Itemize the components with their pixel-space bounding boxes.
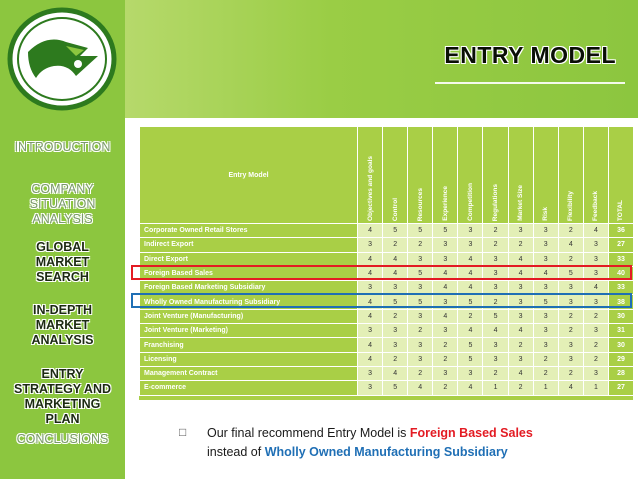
score-cell: 3 [533,252,558,266]
nav-label: COMPANY SITUATION ANALYSIS [29,182,96,226]
row-label: Management Contract [140,366,358,380]
score-cell: 2 [483,238,508,252]
score-cell: 3 [458,224,483,238]
score-cell: 4 [558,381,583,395]
score-cell: 2 [483,295,508,309]
score-cell: 2 [558,252,583,266]
score-cell: 5 [458,352,483,366]
score-cell: 2 [458,309,483,323]
score-cell: 3 [508,295,533,309]
score-cell: 4 [358,309,383,323]
winged-arrow-logo-icon [6,6,118,112]
score-cell: 4 [483,324,508,338]
score-cell: 3 [358,324,383,338]
scoring-table [139,126,634,396]
score-cell: 2 [483,224,508,238]
score-cell: 1 [533,381,558,395]
score-cell: 4 [358,224,383,238]
table-row [140,324,634,338]
column-header-label: Market Size [517,185,525,221]
score-cell: 2 [583,309,608,323]
column-header [508,127,533,224]
checkbox-bullet-icon: □ [179,425,187,439]
score-cell: 3 [458,238,483,252]
score-cell: 5 [383,381,408,395]
column-header [608,127,633,224]
column-header-label: Experience [441,186,449,221]
row-label: Direct Export [140,252,358,266]
column-header [383,127,408,224]
score-cell: 3 [508,224,533,238]
score-cell: 5 [408,266,433,280]
score-cell: 5 [533,295,558,309]
score-cell: 2 [533,352,558,366]
column-header-label: Flexibility [567,191,575,221]
score-cell: 5 [408,224,433,238]
logo-panel [0,0,125,118]
score-cell: 4 [433,266,458,280]
score-cell: 3 [358,381,383,395]
score-cell: 4 [508,366,533,380]
column-header-label: Feedback [592,191,600,221]
column-header [583,127,608,224]
nav-item-introduction[interactable] [0,140,125,155]
total-cell: 27 [608,381,633,395]
score-cell: 4 [558,238,583,252]
nav-item-global-market-search[interactable] [0,225,125,285]
score-cell: 3 [533,309,558,323]
total-cell: 36 [608,224,633,238]
row-label: Wholly Owned Manufacturing Subsidiary [140,295,358,309]
score-cell: 2 [383,309,408,323]
column-header-label: Resources [416,187,424,221]
score-cell: 4 [383,252,408,266]
nav-item-in-depth-market-analysis[interactable] [0,288,125,348]
score-cell: 5 [383,224,408,238]
score-cell: 3 [433,238,458,252]
score-cell: 3 [533,238,558,252]
score-cell: 4 [358,338,383,352]
score-cell: 2 [533,366,558,380]
score-cell: 3 [358,238,383,252]
score-cell: 4 [408,381,433,395]
nav-label: ENTRY STRATEGY AND MARKETING PLAN [14,367,111,426]
column-header-label: TOTAL [617,199,625,221]
row-label: Joint Venture (Manufacturing) [140,309,358,323]
table-row [140,381,634,395]
total-cell: 28 [608,366,633,380]
score-cell: 4 [433,309,458,323]
score-cell: 3 [583,252,608,266]
score-cell: 3 [408,338,433,352]
score-cell: 4 [458,281,483,295]
score-cell: 5 [408,295,433,309]
score-cell: 3 [558,338,583,352]
score-cell: 2 [558,324,583,338]
score-cell: 3 [508,281,533,295]
score-cell: 5 [458,295,483,309]
score-cell: 3 [483,352,508,366]
score-cell: 2 [408,238,433,252]
score-cell: 2 [408,324,433,338]
total-cell: 30 [608,309,633,323]
total-cell: 40 [608,266,633,280]
row-label: Foreign Based Marketing Subsidiary [140,281,358,295]
score-cell: 3 [483,281,508,295]
score-cell: 4 [533,266,558,280]
total-cell: 33 [608,281,633,295]
score-cell: 1 [583,381,608,395]
score-cell: 3 [558,352,583,366]
score-cell: 3 [433,324,458,338]
score-cell: 4 [458,324,483,338]
column-header [458,127,483,224]
nav-item-entry-strategy[interactable] [0,352,125,427]
score-cell: 2 [508,381,533,395]
score-cell: 3 [408,281,433,295]
column-header [358,127,383,224]
score-cell: 5 [383,295,408,309]
score-cell: 5 [483,309,508,323]
table-row [140,338,634,352]
column-header-label: Competition [466,183,474,221]
score-cell: 4 [383,266,408,280]
score-cell: 3 [433,295,458,309]
column-header-label: Risk [542,207,550,221]
score-cell: 3 [533,324,558,338]
nav-label: IN-DEPTH MARKET ANALYSIS [31,303,94,347]
column-header-label: Regulations [492,183,500,221]
row-label: Foreign Based Sales [140,266,358,280]
nav-label: GLOBAL MARKET SEARCH [35,240,90,284]
score-cell: 5 [458,338,483,352]
score-cell: 4 [508,252,533,266]
row-label: Franchising [140,338,358,352]
total-cell: 30 [608,338,633,352]
score-cell: 3 [583,324,608,338]
score-cell: 3 [408,309,433,323]
score-cell: 2 [558,366,583,380]
score-cell: 3 [433,252,458,266]
score-cell: 3 [458,366,483,380]
alternative-model: Wholly Owned Manufacturing Subsidiary [264,445,508,459]
total-cell: 33 [608,252,633,266]
score-cell: 4 [508,324,533,338]
score-cell: 3 [508,352,533,366]
column-header [558,127,583,224]
score-cell: 2 [433,352,458,366]
column-header-label: Control [391,197,399,221]
score-cell: 1 [483,381,508,395]
score-cell: 5 [433,224,458,238]
table-row [140,366,634,380]
recommendation-text [207,424,627,462]
row-label: Licensing [140,352,358,366]
highlight-wholly-owned-manufacturing [131,293,632,308]
score-cell: 3 [533,338,558,352]
score-cell: 4 [433,281,458,295]
table-row [140,238,634,252]
score-cell: 2 [383,238,408,252]
total-cell: 29 [608,352,633,366]
score-cell: 4 [458,266,483,280]
note-prefix: Our final recommend Entry Model is [207,426,410,440]
score-cell: 2 [433,338,458,352]
score-cell: 3 [408,252,433,266]
score-cell: 2 [558,224,583,238]
score-cell: 3 [358,366,383,380]
score-cell: 3 [433,366,458,380]
nav-label: CONCLUSIONS [16,432,109,446]
score-cell: 4 [583,224,608,238]
row-label: Indirect Export [140,238,358,252]
total-cell: 31 [608,324,633,338]
row-label: Corporate Owned Retail Stores [140,224,358,238]
score-cell: 2 [383,352,408,366]
row-label: Joint Venture (Marketing) [140,324,358,338]
nav-label: INTRODUCTION [14,140,111,154]
score-cell: 2 [558,309,583,323]
score-cell: 4 [508,266,533,280]
score-cell: 2 [583,338,608,352]
row-label: E-commerce [140,381,358,395]
header-band [125,0,638,118]
score-cell: 4 [458,381,483,395]
score-cell: 2 [508,338,533,352]
note-middle: instead of [207,445,265,459]
table-row [140,352,634,366]
score-cell: 2 [483,366,508,380]
score-cell: 3 [533,224,558,238]
score-cell: 3 [408,352,433,366]
score-cell: 3 [383,324,408,338]
column-header-label: Objectives and goals [366,155,374,221]
score-cell: 3 [483,252,508,266]
score-cell: 3 [558,281,583,295]
column-header [533,127,558,224]
score-cell: 3 [583,238,608,252]
score-cell: 3 [508,309,533,323]
score-cell: 3 [383,338,408,352]
column-header [483,127,508,224]
score-cell: 2 [408,366,433,380]
nav-item-conclusions[interactable] [0,432,125,447]
page-title: ENTRY MODEL [444,42,616,68]
score-cell: 3 [583,295,608,309]
score-cell: 3 [483,338,508,352]
score-cell: 3 [483,266,508,280]
entry-model-table [139,126,633,400]
total-cell: 27 [608,238,633,252]
score-cell: 2 [433,381,458,395]
score-cell: 4 [358,266,383,280]
score-cell: 3 [583,366,608,380]
score-cell: 4 [383,366,408,380]
score-cell: 4 [358,295,383,309]
highlight-foreign-based-sales [131,265,632,280]
score-cell: 4 [458,252,483,266]
score-cell: 2 [508,238,533,252]
score-cell: 4 [583,281,608,295]
nav-item-company-situation-analysis[interactable] [0,167,125,227]
total-cell: 38 [608,295,633,309]
score-cell: 5 [558,266,583,280]
score-cell: 3 [583,266,608,280]
table-row [140,224,634,238]
column-header [433,127,458,224]
score-cell: 2 [583,352,608,366]
recommended-model: Foreign Based Sales [409,426,533,440]
table-corner-label: Entry Model [140,127,358,224]
column-header [408,127,433,224]
score-cell: 3 [383,281,408,295]
title-underline [435,82,625,84]
score-cell: 3 [358,281,383,295]
score-cell: 3 [533,281,558,295]
score-cell: 3 [558,295,583,309]
score-cell: 4 [358,352,383,366]
score-cell: 4 [358,252,383,266]
table-row [140,309,634,323]
